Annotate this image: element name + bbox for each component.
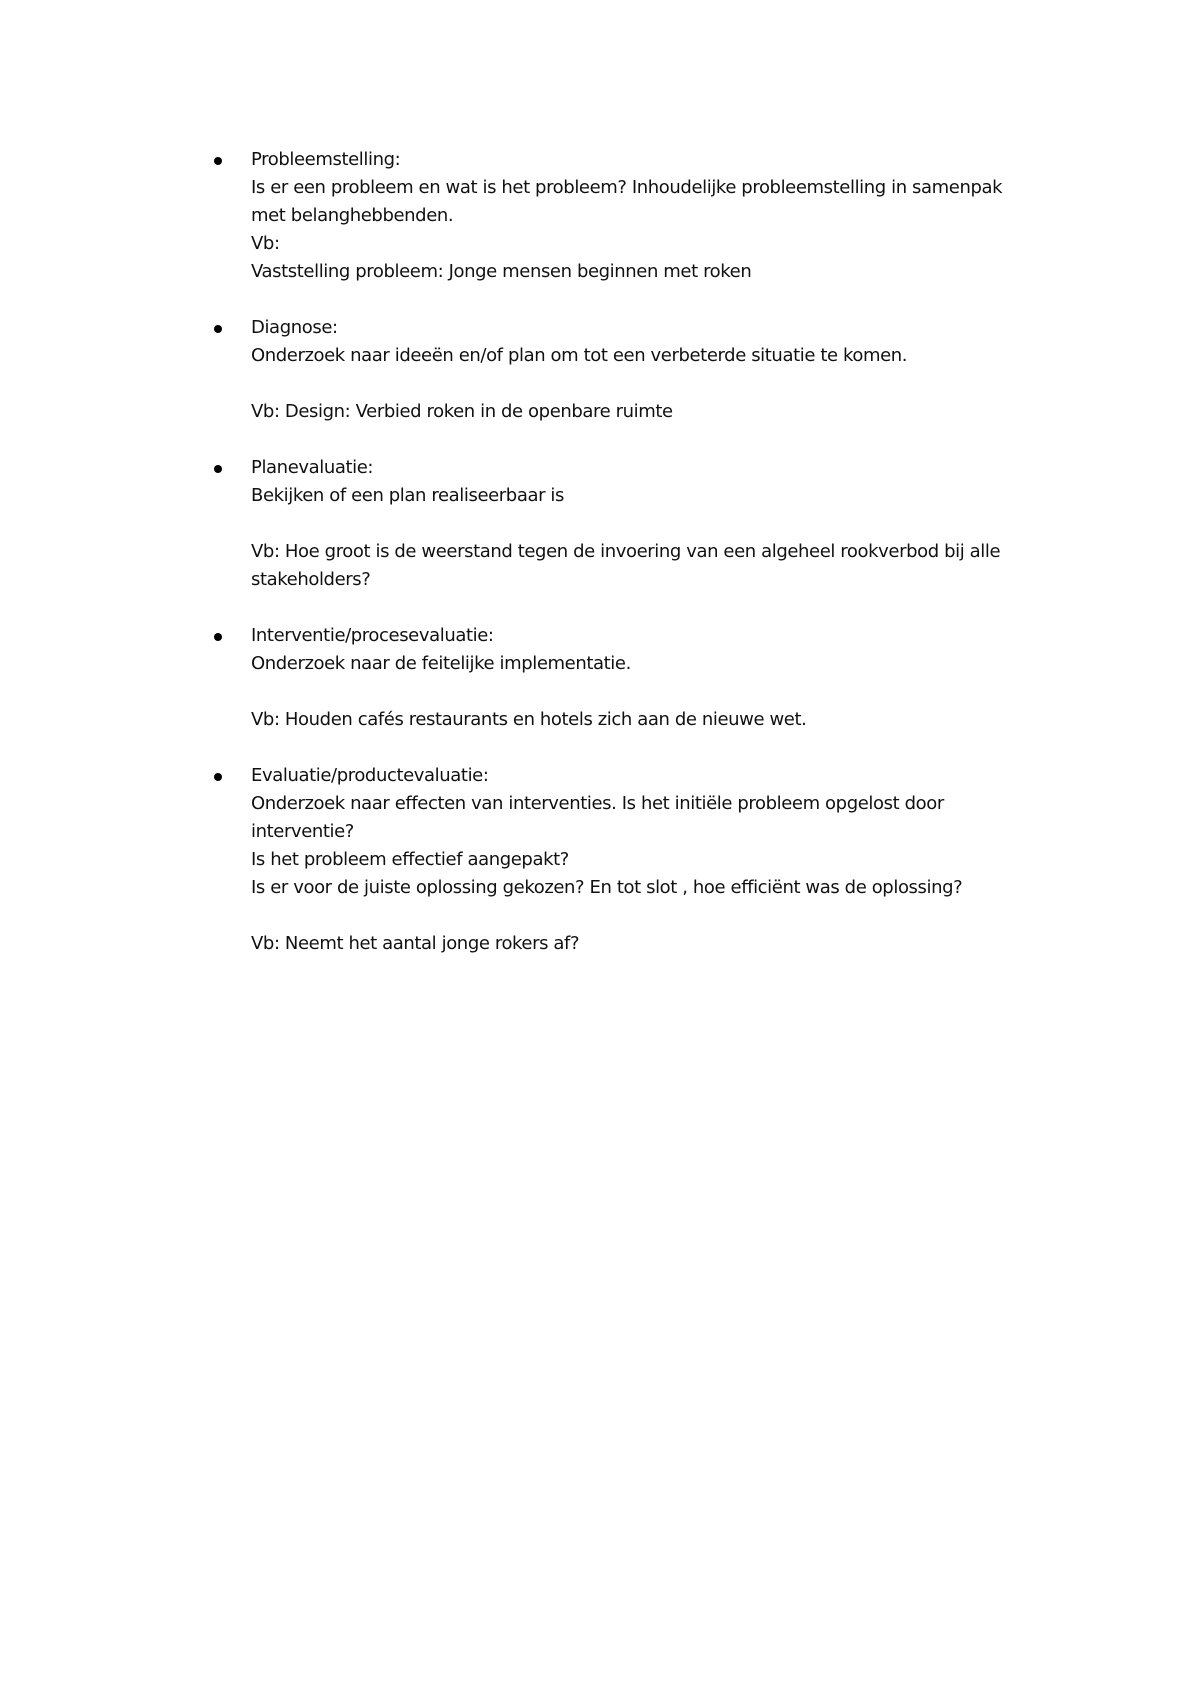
item-text-line: Onderzoek naar de feitelijke implementatie. [251,653,631,674]
example-line: Vb: Hoe groot is de weerstand tegen de invoering van een algeheel rookverbod bij alle [251,541,1001,562]
item-text-line: Bekijken of een plan realiseerbaar is [251,485,564,506]
list-item-interventie [213,622,1033,734]
example-line: Vb: Design: Verbied roken in de openbare ruimte [251,401,673,422]
bullet-icon [214,633,222,641]
list-item-diagnose [213,314,1033,426]
bullet-icon [214,325,222,333]
item-text-line: Is er een probleem en wat is het probleem? Inhoudelijke probleemstelling in samenpak [251,177,1003,198]
item-text-line: Vb: [251,233,280,254]
bullet-list [213,146,1033,986]
bullet-icon [214,773,222,781]
example-line: stakeholders? [251,569,371,590]
paragraph-gap [251,902,1033,930]
item-text-line: Onderzoek naar ideeën en/of plan om tot een verbeterde situatie te komen. [251,345,908,366]
item-text-line: interventie? [251,821,354,842]
item-heading: Diagnose: [251,317,338,338]
list-item-evaluatie [213,762,1033,958]
bullet-icon [214,465,222,473]
list-item-planevaluatie [213,454,1033,594]
bullet-icon [214,157,222,165]
paragraph-gap [251,370,1033,398]
item-text-line: met belanghebbenden. [251,205,454,226]
paragraph-gap [251,678,1033,706]
item-text-line: Onderzoek naar effecten van interventies. Is het initiële probleem opgelost door [251,793,944,814]
item-text-line: Is het probleem effectief aangepakt? [251,849,569,870]
item-text-line: Vaststelling probleem: Jonge mensen beginnen met roken [251,261,752,282]
list-item-probleemstelling [213,146,1033,286]
example-line: Vb: Houden cafés restaurants en hotels zich aan de nieuwe wet. [251,709,807,730]
item-heading: Evaluatie/productevaluatie: [251,765,489,786]
item-heading: Probleemstelling: [251,149,401,170]
example-line: Vb: Neemt het aantal jonge rokers af? [251,933,580,954]
paragraph-gap [251,510,1033,538]
item-heading: Interventie/procesevaluatie: [251,625,494,646]
item-heading: Planevaluatie: [251,457,374,478]
item-text-line: Is er voor de juiste oplossing gekozen? En tot slot , hoe efficiënt was de oplossing? [251,877,963,898]
